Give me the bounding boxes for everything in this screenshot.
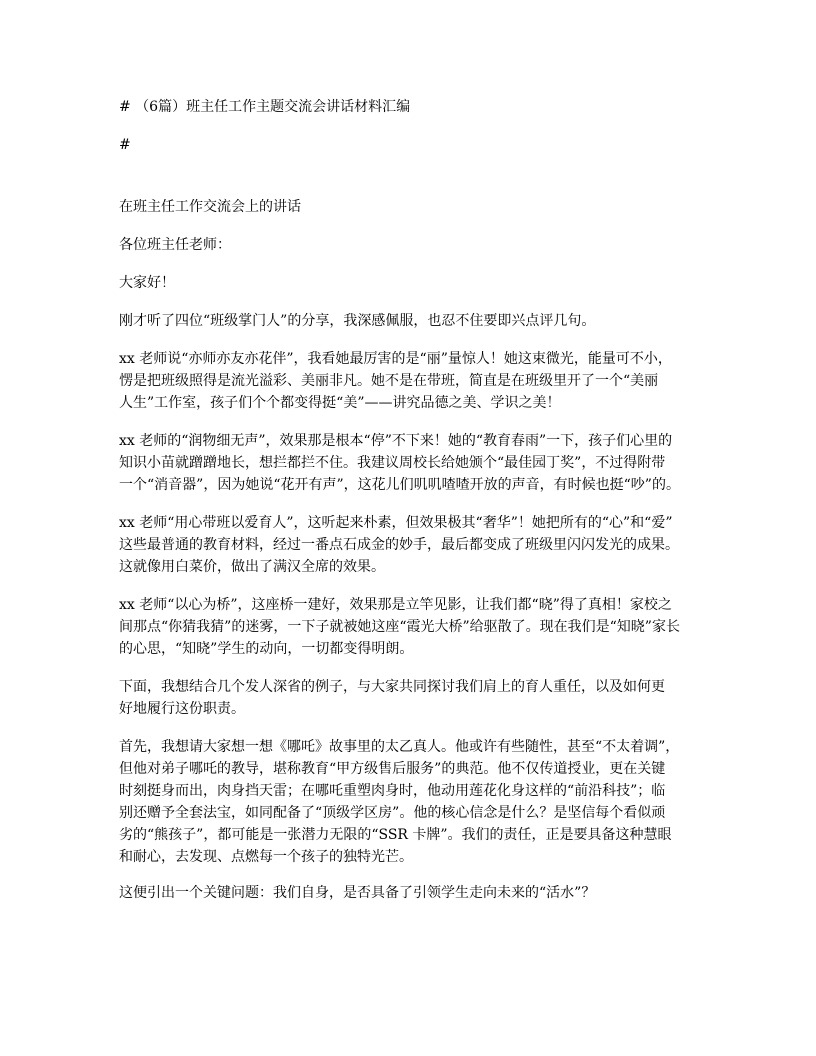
paragraph-line: 知识小苗就蹭蹭地长，想拦都拦不住。我建议周校长给她颁个“最佳园丁奖”，不过得附带 — [119, 455, 666, 471]
paragraph-line: 和耐心，去发现、点燃每一个孩子的独特光芒。 — [119, 849, 413, 865]
transition-paragraph — [119, 676, 709, 720]
paragraph-line: 首先，我想请大家想一想《哪吒》故事里的太乙真人。他或许有些随性，甚至“不太着调”， — [119, 739, 680, 755]
document-page — [119, 96, 709, 920]
paragraph-line: xx 老师“用心带班以爱育人”，这听起来朴素，但效果极其“奢华”！她把所有的“心”和“爱” — [119, 515, 673, 531]
paragraph-line: 间那点“你猜我猜”的迷雾，一下子就被她这座“霞光大桥”给驱散了。现在我们是“知晓”家长 — [119, 619, 680, 635]
paragraph-line: 这便引出一个关键问题：我们自身，是否具备了引领学生走向未来的“活水”？ — [119, 885, 596, 901]
salutation — [119, 234, 709, 256]
paragraph-line: 这些最普通的教育材料，经过一番点石成金的妙手，最后都变成了班级里闪闪发光的成果。 — [119, 537, 679, 553]
paragraph-line: 一个“消音器”，因为她说“花开有声”，这花儿们叽叽喳喳开放的声音，有时候也挺“吵”的。 — [119, 477, 680, 493]
paragraph-line: xx 老师“以心为桥”，这座桥一建好，效果那是立竿见影，让我们都“晓”得了真相！家校之 — [119, 597, 672, 613]
paragraph-line: 时刻挺身而出，肉身挡天雷；在哪吒重塑肉身时，他动用莲花化身这样的“前沿科技”；临 — [119, 783, 666, 799]
nezha-paragraph — [119, 736, 709, 868]
paragraph-line: 劣的“熊孩子”，都可能是一张潜力无限的“SSR 卡牌”。我们的责任，正是要具备这种慧眼 — [119, 827, 672, 843]
comment-paragraph-4 — [119, 594, 709, 660]
comment-paragraph-1 — [119, 348, 709, 414]
paragraph-line: 大家好！ — [119, 275, 175, 291]
paragraph-line: 但他对弟子哪吒的教导，堪称教育“甲方级售后服务”的典范。他不仅传道授业，更在关键 — [119, 761, 666, 777]
hash-mark: # — [119, 137, 131, 153]
paragraph-line: xx 老师的“润物细无声”，效果那是根本“停”不下来！她的“教育春雨”一下，孩子们心里的 — [119, 433, 673, 449]
paragraph-line: 这就像用白菜价，做出了满汉全席的效果。 — [119, 559, 385, 575]
comment-paragraph-3 — [119, 512, 709, 578]
paragraph-line: 刚才听了四位“班级掌门人”的分享，我深感佩服，也忍不住要即兴点评几句。 — [119, 313, 596, 329]
speech-heading — [119, 196, 709, 218]
question-paragraph — [119, 882, 709, 904]
greeting — [119, 272, 709, 294]
paragraph-line: 的心思，“知晓”学生的动向，一切都变得明朗。 — [119, 641, 414, 657]
comment-paragraph-2 — [119, 430, 709, 496]
intro-paragraph — [119, 310, 709, 332]
paragraph-line: 人生”工作室，孩子们个个都变得挺“美”——讲究品德之美、学识之美！ — [119, 395, 561, 411]
paragraph-line: 各位班主任老师： — [119, 237, 231, 253]
paragraph-line: 在班主任工作交流会上的讲话 — [119, 199, 301, 215]
paragraph-line: 别还赠予全套法宝，如同配备了“顶级学区房”。他的核心信念是什么？是坚信每个看似顽 — [119, 805, 666, 821]
paragraph-line: xx 老师说“亦师亦友亦花伴”，我看她最厉害的是“丽”量惊人！她这束微光，能量可不小， — [119, 351, 672, 367]
paragraph-line: 愣是把班级照得是流光溢彩、美丽非凡。她不是在带班，简直是在班级里开了一个“美丽 — [119, 373, 659, 389]
paragraph-line: 下面，我想结合几个发人深省的例子，与大家共同探讨我们肩上的育人重任，以及如何更 — [119, 679, 665, 695]
document-title: # （6篇）班主任工作主题交流会讲话材料汇编 — [119, 99, 411, 115]
paragraph-line: 好地履行这份职责。 — [119, 701, 245, 717]
